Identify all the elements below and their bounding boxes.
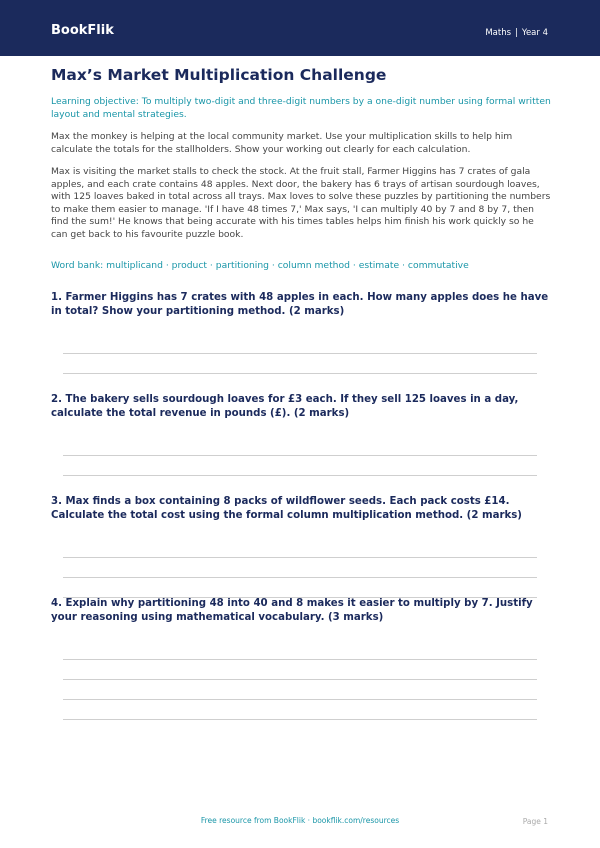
answer-line[interactable] (63, 455, 537, 456)
learning-objective: Learning objective: To multiply two-digit and three-digit numbers by a one-digit number using formal written layout and mental strategies. (51, 96, 551, 120)
answer-line[interactable] (63, 699, 537, 700)
page-number: Page 1 (522, 817, 548, 826)
answer-line[interactable] (63, 577, 537, 578)
footer-credit[interactable]: Free resource from BookFlik · bookflik.com/resources (200, 816, 400, 825)
subject-label: Maths (485, 28, 512, 38)
answer-line[interactable] (63, 557, 537, 558)
answer-line[interactable] (63, 679, 537, 680)
page-title: Max’s Market Multiplication Challenge (51, 66, 387, 84)
answer-line[interactable] (63, 353, 537, 354)
question-4: 4. Explain why partitioning 48 into 40 and 8 makes it easier to multiply by 7. Justify your reasoning using mathematical vocabulary. (3 marks) (51, 598, 533, 623)
question-3: 3. Max finds a box containing 8 packs of wildflower seeds. Each pack costs £14. Calculate the total cost using the formal column multiplication method. (2 marks) (51, 496, 522, 521)
intro-paragraph-2: Max is visiting the market stalls to check the stock. At the fruit stall, Farmer Higgins has 7 crates of gala apples, and each crate contains 48 apples. Next door, the bakery has 6 trays of artisan sourdough loaves, with 125 loaves baked in total across all trays. Max loves to solve these puzzles by partitioning the numbers to make them easier to manage. 'If I have 48 times 7,' Max says, 'I can multiply 40 by 7 and 8 by 7, then find the sum!' He knows that being accurate with his times tables helps him finish his work quickly so he can get back to his favourite puzzle book. (51, 166, 551, 240)
breadcrumb-separator: | (515, 28, 518, 38)
answer-line[interactable] (63, 373, 537, 374)
intro-paragraph-1: Max the monkey is helping at the local community market. Use your multiplication skills to help him calculate the totals for the stallholders. Show your working out clearly for each calculation. (51, 131, 513, 155)
question-2: 2. The bakery sells sourdough loaves for £3 each. If they sell 125 loaves in a day, calculate the total revenue in pounds (£). (2 marks) (51, 394, 519, 419)
answer-line[interactable] (63, 475, 537, 476)
word-bank: Word bank: multiplicand · product · partitioning · column method · estimate · commutative (51, 260, 469, 271)
header-bar (0, 0, 600, 56)
year-label: Year 4 (521, 28, 548, 38)
subject-year-label (485, 27, 548, 39)
brand-logo[interactable]: BookFlik (51, 23, 114, 38)
answer-line[interactable] (63, 719, 537, 720)
question-1: 1. Farmer Higgins has 7 crates with 48 apples in each. How many apples does he have in total? Show your partitioning method. (2 marks) (51, 292, 549, 317)
answer-line[interactable] (63, 659, 537, 660)
